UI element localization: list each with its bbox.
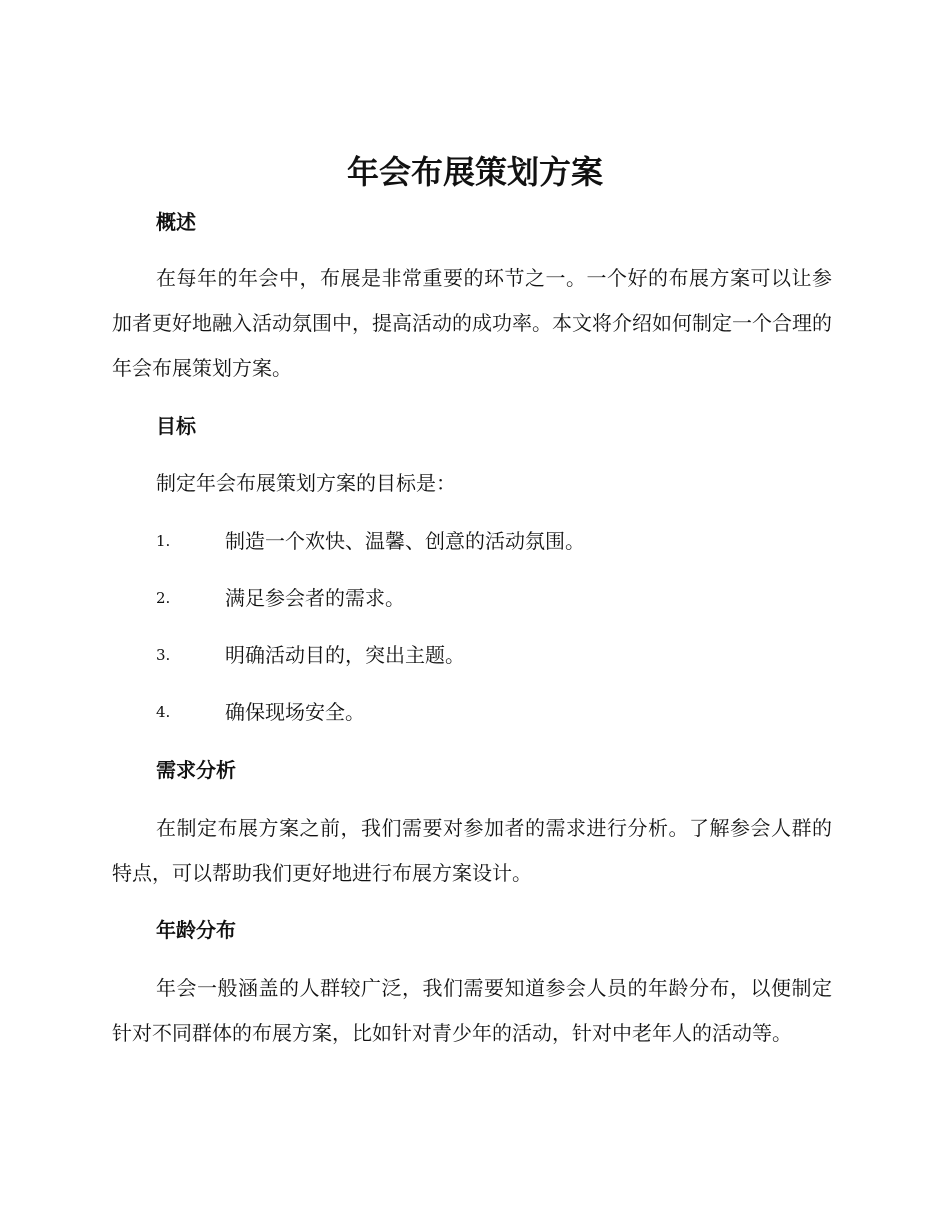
goal-list-number: 3. (156, 646, 171, 664)
heading-overview: 概述 (156, 210, 196, 234)
goal-list-number: 1. (156, 532, 171, 550)
goal-list-text: 确保现场安全。 (225, 700, 365, 724)
goal-list-text: 满足参会者的需求。 (225, 586, 405, 610)
goal-list-item-4 (156, 697, 365, 727)
heading-needs: 需求分析 (156, 758, 236, 782)
goal-list-item-2 (156, 583, 405, 613)
paragraph-needs: 在制定布展方案之前，我们需要对参加者的需求进行分析。了解参会人群的特点，可以帮助我们更好地进行布展方案设计。 (112, 816, 832, 885)
goal-list-item-3 (156, 640, 465, 670)
document-title: 年会布展策划方案 (346, 153, 603, 191)
goal-list-item-1 (156, 526, 585, 556)
heading-goals: 目标 (156, 414, 196, 438)
heading-age: 年龄分布 (156, 918, 236, 942)
goal-list-number: 4. (156, 703, 171, 721)
paragraph-overview: 在每年的年会中，布展是非常重要的环节之一。一个好的布展方案可以让参加者更好地融入活动氛围中，提高活动的成功率。本文将介绍如何制定一个合理的年会布展策划方案。 (112, 266, 832, 380)
goals-intro: 制定年会布展策划方案的目标是： (156, 471, 456, 495)
paragraph-age: 年会一般涵盖的人群较广泛，我们需要知道参会人员的年龄分布，以便制定针对不同群体的布展方案，比如针对青少年的活动，针对中老年人的活动等。 (112, 976, 832, 1045)
goal-list-text: 制造一个欢快、温馨、创意的活动氛围。 (225, 529, 585, 553)
goal-list-text: 明确活动目的，突出主题。 (225, 643, 465, 667)
goal-list-number: 2. (156, 589, 171, 607)
